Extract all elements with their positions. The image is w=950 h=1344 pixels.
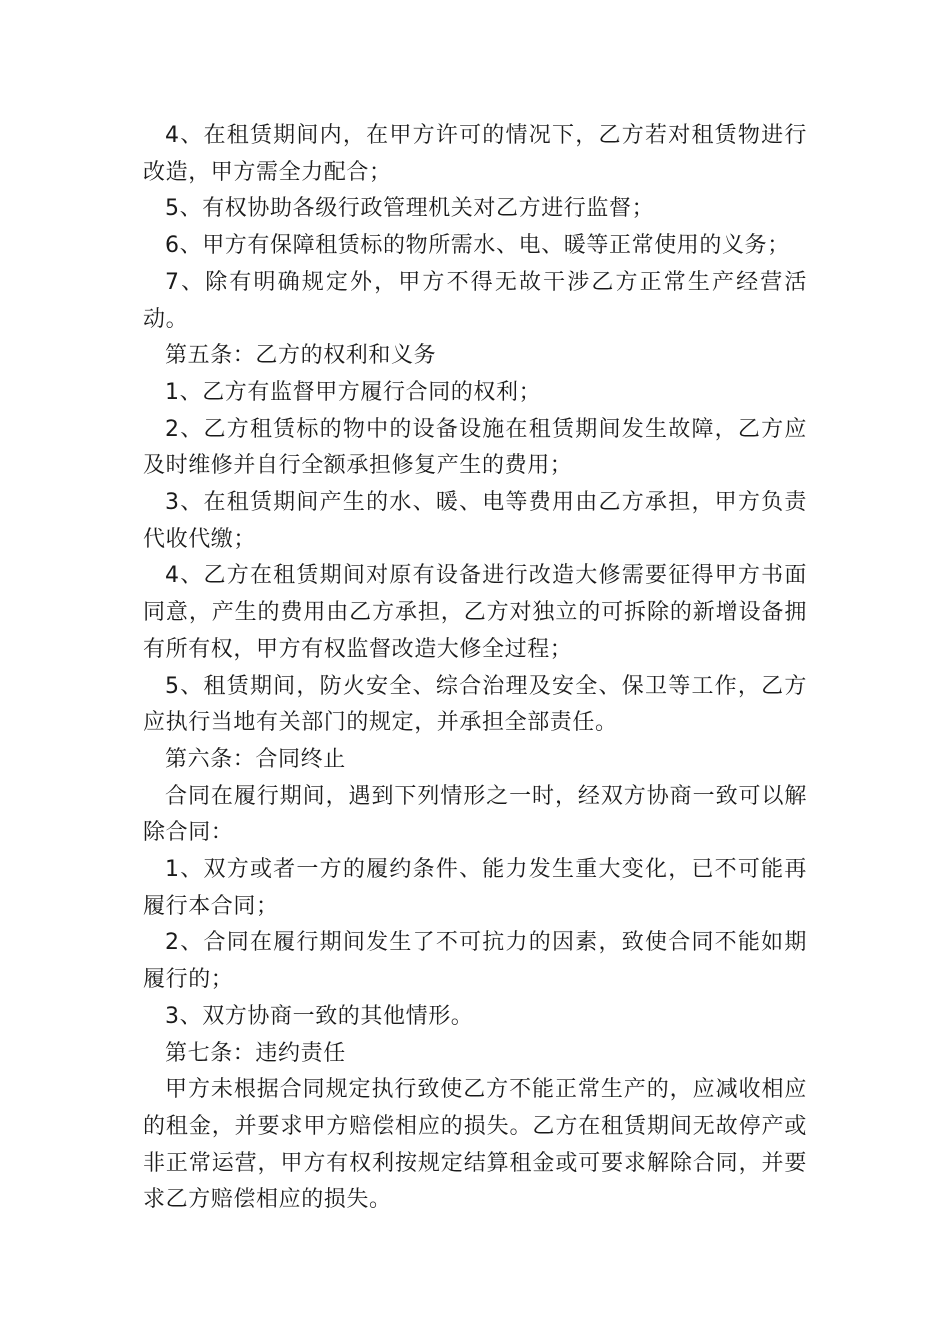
clause-item: 4、乙方在租赁期间对原有设备进行改造大修需要征得甲方书面同意，产生的费用由乙方承担，乙方对独立的可拆除的新增设备拥有所有权，甲方有权监督改造大修全过程； (143, 563, 807, 662)
clause-item: 5、租赁期间，防火安全、综合治理及安全、保卫等工作，乙方应执行当地有关部门的规定，并承担全部责任。 (143, 673, 807, 736)
clause-item: 2、乙方租赁标的物中的设备设施在租赁期间发生故障，乙方应及时维修并自行全额承担修复产生的费用； (143, 416, 807, 479)
clause-item: 2、合同在履行期间发生了不可抗力的因素，致使合同不能如期履行的； (143, 930, 807, 993)
clause-item: 1、双方或者一方的履约条件、能力发生重大变化，已不可能再履行本合同； (143, 857, 807, 919)
document-body (143, 118, 807, 1219)
section-heading: 第六条：合同终止 (165, 746, 346, 772)
clause-item: 1、乙方有监督甲方履行合同的权利； (165, 379, 542, 405)
clause-item: 6、甲方有保障租赁标的物所需水、电、暖等正常使用的义务； (165, 233, 790, 259)
clause-item: 7、除有明确规定外，甲方不得无故干涉乙方正常生产经营活动。 (143, 269, 807, 332)
clause-item: 3、在租赁期间产生的水、暖、电等费用由乙方承担，甲方负责代收代缴； (143, 490, 807, 552)
clause-item: 5、有权协助各级行政管理机关对乙方进行监督； (165, 196, 655, 222)
section-heading: 第七条：违约责任 (165, 1040, 346, 1066)
section-heading: 第五条：乙方的权利和义务 (165, 343, 437, 369)
clause-item: 甲方未根据合同规定执行致使乙方不能正常生产的，应减收相应的租金，并要求甲方赔偿相应的损失。乙方在租赁期间无故停产或非正常运营，甲方有权利按规定结算租金或可要求解除合同，并要求乙方赔偿相应的损失。 (143, 1077, 807, 1213)
clause-item: 合同在履行期间，遇到下列情形之一时，经双方协商一致可以解除合同： (143, 783, 807, 846)
clause-item: 3、双方协商一致的其他情形。 (165, 1003, 474, 1029)
clause-item: 4、在租赁期间内，在甲方许可的情况下，乙方若对租赁物进行改造，甲方需全力配合； (143, 123, 807, 185)
